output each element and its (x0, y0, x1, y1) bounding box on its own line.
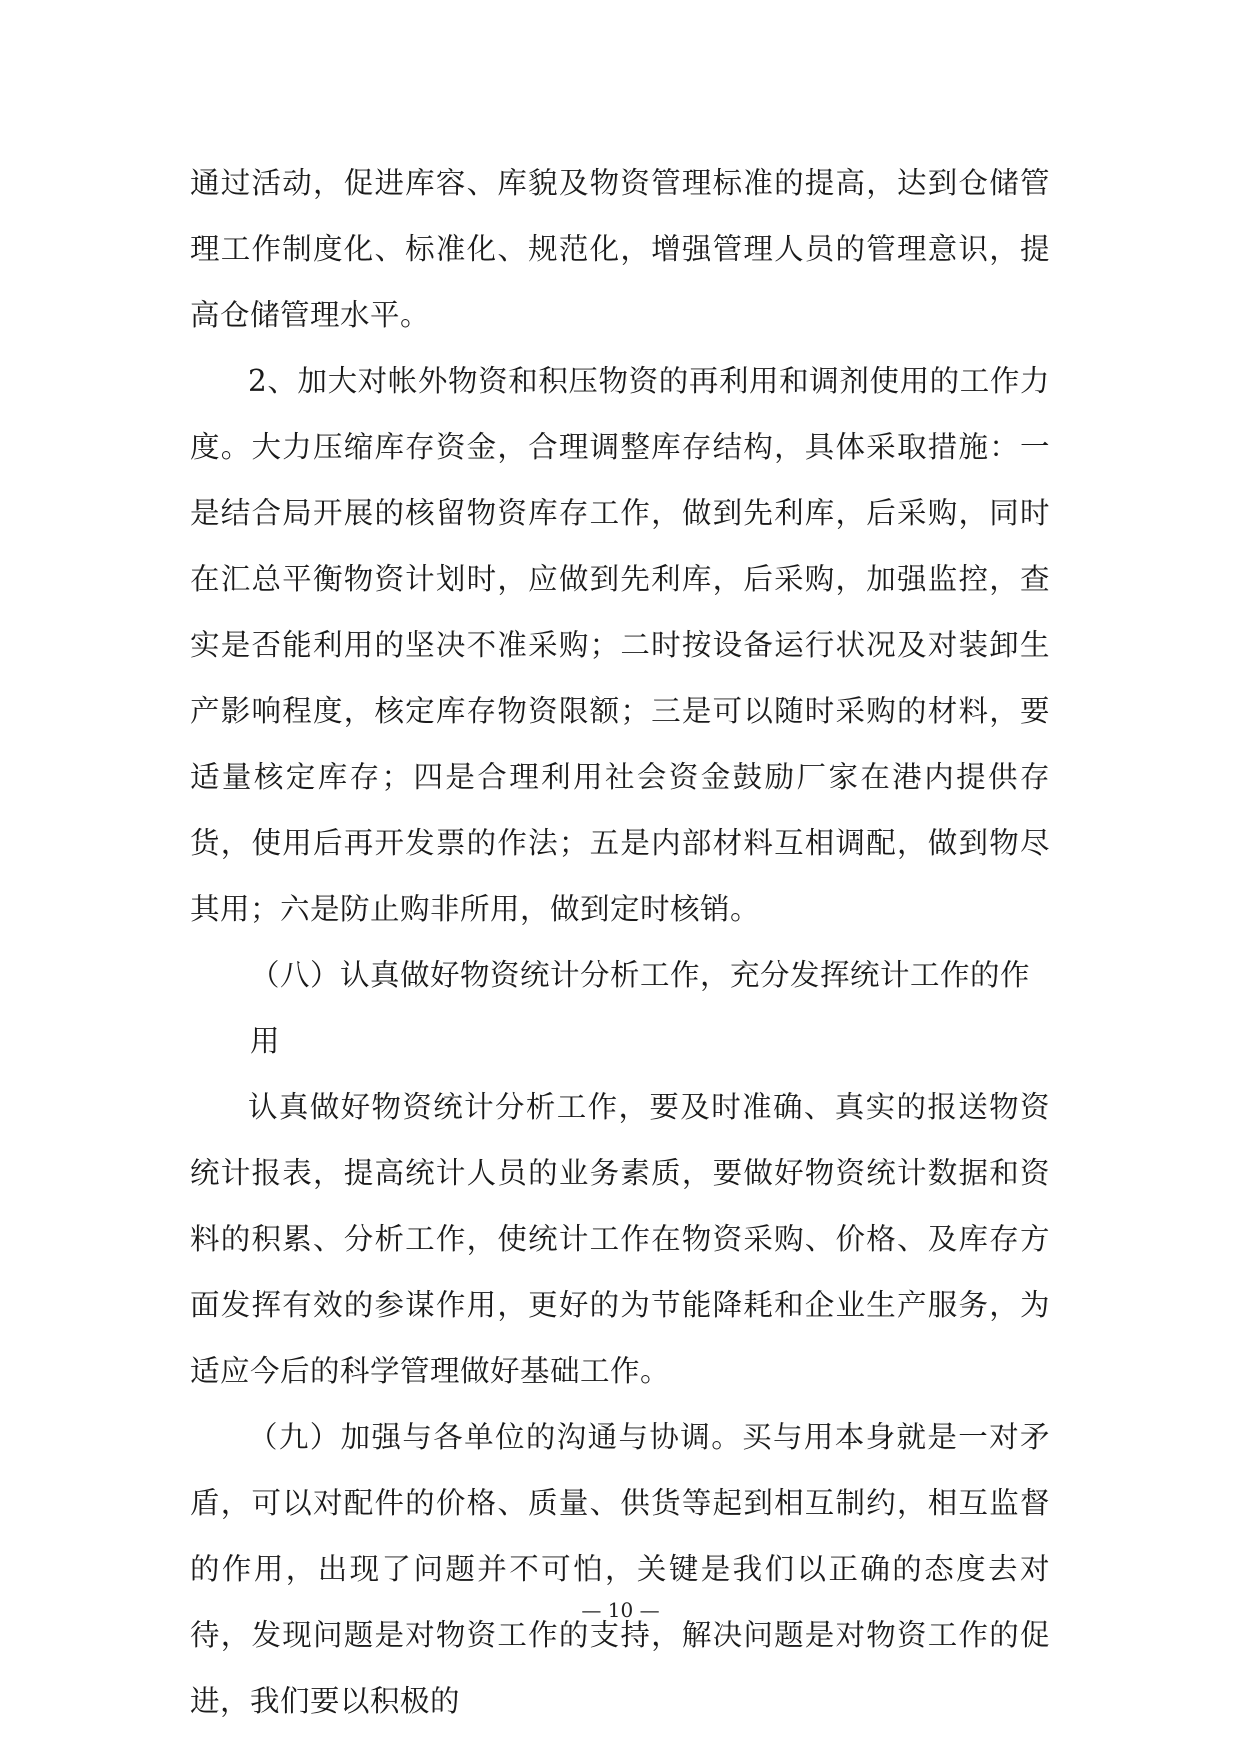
paragraph-continuation: 通过活动，促进库容、库貌及物资管理标准的提高，达到仓储管理工作制度化、标准化、规范化，增强管理人员的管理意识，提高仓储管理水平。 (190, 166, 1050, 332)
paragraph-statistics: 认真做好物资统计分析工作，要及时准确、真实的报送物资统计报表，提高统计人员的业务素质，要做好物资统计数据和资料的积累、分析工作，使统计工作在物资采购、价格、及库存方面发挥有效的参谋作用，更好的为节能降耗和企业生产服务，为适应今后的科学管理做好基础工作。 (190, 1090, 1050, 1388)
document-body (190, 150, 1050, 1734)
paragraph-section-9: （九）加强与各单位的沟通与协调。买与用本身就是一对矛盾，可以对配件的价格、质量、供货等起到相互制约，相互监督的作用，出现了问题并不可怕，关键是我们以正确的态度去对待，发现问题是对物资工作的支持，解决问题是对物资工作的促进，我们要以积极的 (190, 1420, 1050, 1718)
paragraph-item-2: 2、加大对帐外物资和积压物资的再利用和调剂使用的工作力度。大力压缩库存资金，合理调整库存结构，具体采取措施：一是结合局开展的核留物资库存工作，做到先利库，后采购，同时在汇总平衡物资计划时，应做到先利库，后采购，加强监控，查实是否能利用的坚决不准采购；二时按设备运行状况及对装卸生产影响程度，核定库存物资限额；三是可以随时采购的材料，要适量核定库存；四是合理利用社会资金鼓励厂家在港内提供存货，使用后再开发票的作法；五是内部材料互相调配，做到物尽其用；六是防止购非所用，做到定时核销。 (190, 364, 1050, 926)
page-number: — 10 — (581, 1598, 660, 1622)
section-heading-8: （八）认真做好物资统计分析工作，充分发挥统计工作的作用 (250, 958, 1031, 1058)
